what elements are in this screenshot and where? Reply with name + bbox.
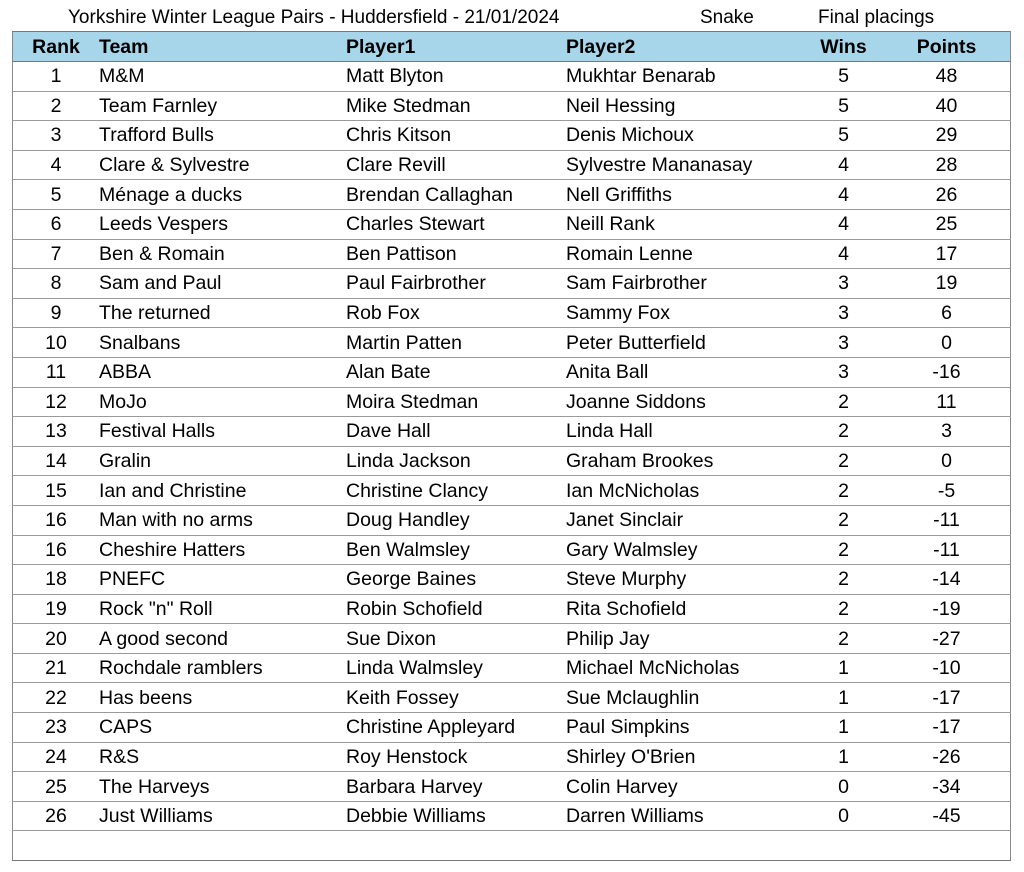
points-cell: 29 [883, 121, 1011, 151]
points-cell: -14 [883, 565, 1011, 595]
rank-cell: 21 [13, 653, 100, 683]
player1-cell: Clare Revill [346, 150, 566, 180]
player2-cell: Neil Hessing [566, 91, 804, 121]
player2-cell: Neill Rank [566, 209, 804, 239]
points-cell: -27 [883, 624, 1011, 654]
empty-cell [99, 831, 346, 861]
table-row [13, 446, 1011, 476]
team-cell: MoJo [99, 387, 346, 417]
points-cell: -17 [883, 683, 1011, 713]
table-row [13, 180, 1011, 210]
rank-cell: 16 [13, 535, 100, 565]
status-label: Final placings [818, 7, 935, 28]
table-row [13, 594, 1011, 624]
player2-cell: Rita Schofield [566, 594, 804, 624]
player2-cell: Sylvestre Mananasay [566, 150, 804, 180]
team-cell: Ben & Romain [99, 239, 346, 269]
team-cell: Just Williams [99, 801, 346, 831]
table-row [13, 742, 1011, 772]
player1-cell: Ben Pattison [346, 239, 566, 269]
player1-cell: Charles Stewart [346, 209, 566, 239]
team-cell: PNEFC [99, 565, 346, 595]
wins-cell: 2 [804, 446, 883, 476]
page-title: Yorkshire Winter League Pairs - Huddersfield - 21/01/2024 [68, 7, 560, 28]
wins-cell: 2 [804, 535, 883, 565]
table-row [13, 239, 1011, 269]
wins-cell: 1 [804, 742, 883, 772]
points-cell: 40 [883, 91, 1011, 121]
player2-cell: Shirley O'Brien [566, 742, 804, 772]
player1-cell: Sue Dixon [346, 624, 566, 654]
player2-cell: Sammy Fox [566, 298, 804, 328]
points-cell: 0 [883, 446, 1011, 476]
rank-cell: 6 [13, 209, 100, 239]
player2-cell: Darren Williams [566, 801, 804, 831]
table-row [13, 476, 1011, 506]
wins-cell: 2 [804, 505, 883, 535]
wins-cell: 5 [804, 121, 883, 151]
player1-cell: Moira Stedman [346, 387, 566, 417]
team-cell: R&S [99, 742, 346, 772]
empty-row [13, 831, 1011, 861]
wins-cell: 4 [804, 180, 883, 210]
column-header-team: Team [99, 32, 346, 62]
player1-cell: Ben Walmsley [346, 535, 566, 565]
wins-cell: 2 [804, 565, 883, 595]
rank-cell: 22 [13, 683, 100, 713]
player2-cell: Michael McNicholas [566, 653, 804, 683]
rank-cell: 19 [13, 594, 100, 624]
points-cell: 0 [883, 328, 1011, 358]
wins-cell: 5 [804, 62, 883, 92]
player2-cell: Colin Harvey [566, 772, 804, 802]
table-row [13, 653, 1011, 683]
column-header-wins: Wins [804, 32, 883, 62]
team-cell: Snalbans [99, 328, 346, 358]
player2-cell: Paul Simpkins [566, 713, 804, 743]
table-header-row [13, 32, 1011, 62]
team-cell: CAPS [99, 713, 346, 743]
player1-cell: George Baines [346, 565, 566, 595]
points-cell: 6 [883, 298, 1011, 328]
rank-cell: 11 [13, 357, 100, 387]
rank-cell: 1 [13, 62, 100, 92]
player2-cell: Gary Walmsley [566, 535, 804, 565]
team-cell: Leeds Vespers [99, 209, 346, 239]
wins-cell: 2 [804, 417, 883, 447]
points-cell: -16 [883, 357, 1011, 387]
wins-cell: 3 [804, 328, 883, 358]
player2-cell: Nell Griffiths [566, 180, 804, 210]
points-cell: -45 [883, 801, 1011, 831]
player1-cell: Linda Jackson [346, 446, 566, 476]
points-cell: -5 [883, 476, 1011, 506]
player1-cell: Dave Hall [346, 417, 566, 447]
player1-cell: Keith Fossey [346, 683, 566, 713]
rank-cell: 4 [13, 150, 100, 180]
team-cell: Festival Halls [99, 417, 346, 447]
player1-cell: Robin Schofield [346, 594, 566, 624]
player2-cell: Romain Lenne [566, 239, 804, 269]
table-row [13, 683, 1011, 713]
player2-cell: Philip Jay [566, 624, 804, 654]
rank-cell: 9 [13, 298, 100, 328]
points-cell: 26 [883, 180, 1011, 210]
column-header-rank: Rank [13, 32, 100, 62]
standings-table [12, 31, 1011, 861]
player2-cell: Joanne Siddons [566, 387, 804, 417]
wins-cell: 2 [804, 387, 883, 417]
player1-cell: Alan Bate [346, 357, 566, 387]
rank-cell: 23 [13, 713, 100, 743]
player2-cell: Sue Mclaughlin [566, 683, 804, 713]
table-row [13, 209, 1011, 239]
player2-cell: Linda Hall [566, 417, 804, 447]
wins-cell: 1 [804, 683, 883, 713]
column-header-player2: Player2 [566, 32, 804, 62]
player1-cell: Rob Fox [346, 298, 566, 328]
team-cell: Team Farnley [99, 91, 346, 121]
wins-cell: 3 [804, 298, 883, 328]
player2-cell: Denis Michoux [566, 121, 804, 151]
table-row [13, 62, 1011, 92]
points-cell: -34 [883, 772, 1011, 802]
player1-cell: Martin Patten [346, 328, 566, 358]
player1-cell: Linda Walmsley [346, 653, 566, 683]
team-cell: Man with no arms [99, 505, 346, 535]
player2-cell: Peter Butterfield [566, 328, 804, 358]
wins-cell: 3 [804, 269, 883, 299]
wins-cell: 4 [804, 209, 883, 239]
team-cell: Cheshire Hatters [99, 535, 346, 565]
rank-cell: 20 [13, 624, 100, 654]
rank-cell: 8 [13, 269, 100, 299]
rank-cell: 15 [13, 476, 100, 506]
player1-cell: Barbara Harvey [346, 772, 566, 802]
player1-cell: Christine Clancy [346, 476, 566, 506]
rank-cell: 26 [13, 801, 100, 831]
wins-cell: 2 [804, 476, 883, 506]
player2-cell: Anita Ball [566, 357, 804, 387]
player1-cell: Doug Handley [346, 505, 566, 535]
rank-cell: 14 [13, 446, 100, 476]
table-row [13, 624, 1011, 654]
wins-cell: 4 [804, 239, 883, 269]
table-row [13, 150, 1011, 180]
points-cell: 11 [883, 387, 1011, 417]
team-cell: Sam and Paul [99, 269, 346, 299]
player1-cell: Roy Henstock [346, 742, 566, 772]
rank-cell: 10 [13, 328, 100, 358]
team-cell: Rochdale ramblers [99, 653, 346, 683]
wins-cell: 2 [804, 594, 883, 624]
team-cell: Ian and Christine [99, 476, 346, 506]
table-row [13, 357, 1011, 387]
points-cell: 17 [883, 239, 1011, 269]
points-cell: 3 [883, 417, 1011, 447]
player2-cell: Mukhtar Benarab [566, 62, 804, 92]
player2-cell: Janet Sinclair [566, 505, 804, 535]
points-cell: 19 [883, 269, 1011, 299]
table-row [13, 328, 1011, 358]
column-header-player1: Player1 [346, 32, 566, 62]
team-cell: Has beens [99, 683, 346, 713]
format-label: Snake [700, 7, 754, 28]
player1-cell: Paul Fairbrother [346, 269, 566, 299]
wins-cell: 2 [804, 624, 883, 654]
table-row [13, 121, 1011, 151]
table-body [13, 62, 1011, 861]
points-cell: -26 [883, 742, 1011, 772]
table-row [13, 801, 1011, 831]
rank-cell: 25 [13, 772, 100, 802]
team-cell: M&M [99, 62, 346, 92]
rank-cell: 5 [13, 180, 100, 210]
empty-cell [13, 831, 100, 861]
team-cell: The returned [99, 298, 346, 328]
table-row [13, 298, 1011, 328]
player1-cell: Chris Kitson [346, 121, 566, 151]
points-cell: -11 [883, 535, 1011, 565]
rank-cell: 7 [13, 239, 100, 269]
player1-cell: Matt Blyton [346, 62, 566, 92]
player1-cell: Debbie Williams [346, 801, 566, 831]
player2-cell: Ian McNicholas [566, 476, 804, 506]
points-cell: 28 [883, 150, 1011, 180]
player2-cell: Sam Fairbrother [566, 269, 804, 299]
team-cell: Trafford Bulls [99, 121, 346, 151]
team-cell: Clare & Sylvestre [99, 150, 346, 180]
wins-cell: 0 [804, 772, 883, 802]
points-cell: -10 [883, 653, 1011, 683]
rank-cell: 3 [13, 121, 100, 151]
table-row [13, 387, 1011, 417]
points-cell: 48 [883, 62, 1011, 92]
empty-cell [883, 831, 1011, 861]
rank-cell: 18 [13, 565, 100, 595]
player1-cell: Christine Appleyard [346, 713, 566, 743]
table-row [13, 269, 1011, 299]
empty-cell [566, 831, 804, 861]
team-cell: A good second [99, 624, 346, 654]
wins-cell: 1 [804, 653, 883, 683]
points-cell: -17 [883, 713, 1011, 743]
points-cell: -19 [883, 594, 1011, 624]
wins-cell: 3 [804, 357, 883, 387]
column-header-points: Points [883, 32, 1011, 62]
empty-cell [346, 831, 566, 861]
points-cell: -11 [883, 505, 1011, 535]
wins-cell: 5 [804, 91, 883, 121]
player2-cell: Graham Brookes [566, 446, 804, 476]
rank-cell: 2 [13, 91, 100, 121]
title-row [0, 6, 1024, 32]
wins-cell: 0 [804, 801, 883, 831]
points-cell: 25 [883, 209, 1011, 239]
wins-cell: 4 [804, 150, 883, 180]
team-cell: Gralin [99, 446, 346, 476]
team-cell: The Harveys [99, 772, 346, 802]
wins-cell: 1 [804, 713, 883, 743]
player1-cell: Brendan Callaghan [346, 180, 566, 210]
rank-cell: 12 [13, 387, 100, 417]
table-row [13, 713, 1011, 743]
team-cell: Ménage a ducks [99, 180, 346, 210]
table-row [13, 505, 1011, 535]
table-row [13, 772, 1011, 802]
rank-cell: 24 [13, 742, 100, 772]
rank-cell: 13 [13, 417, 100, 447]
table-row [13, 565, 1011, 595]
table-row [13, 535, 1011, 565]
team-cell: Rock "n" Roll [99, 594, 346, 624]
player2-cell: Steve Murphy [566, 565, 804, 595]
empty-cell [804, 831, 883, 861]
table-row [13, 91, 1011, 121]
team-cell: ABBA [99, 357, 346, 387]
rank-cell: 16 [13, 505, 100, 535]
table-row [13, 417, 1011, 447]
player1-cell: Mike Stedman [346, 91, 566, 121]
